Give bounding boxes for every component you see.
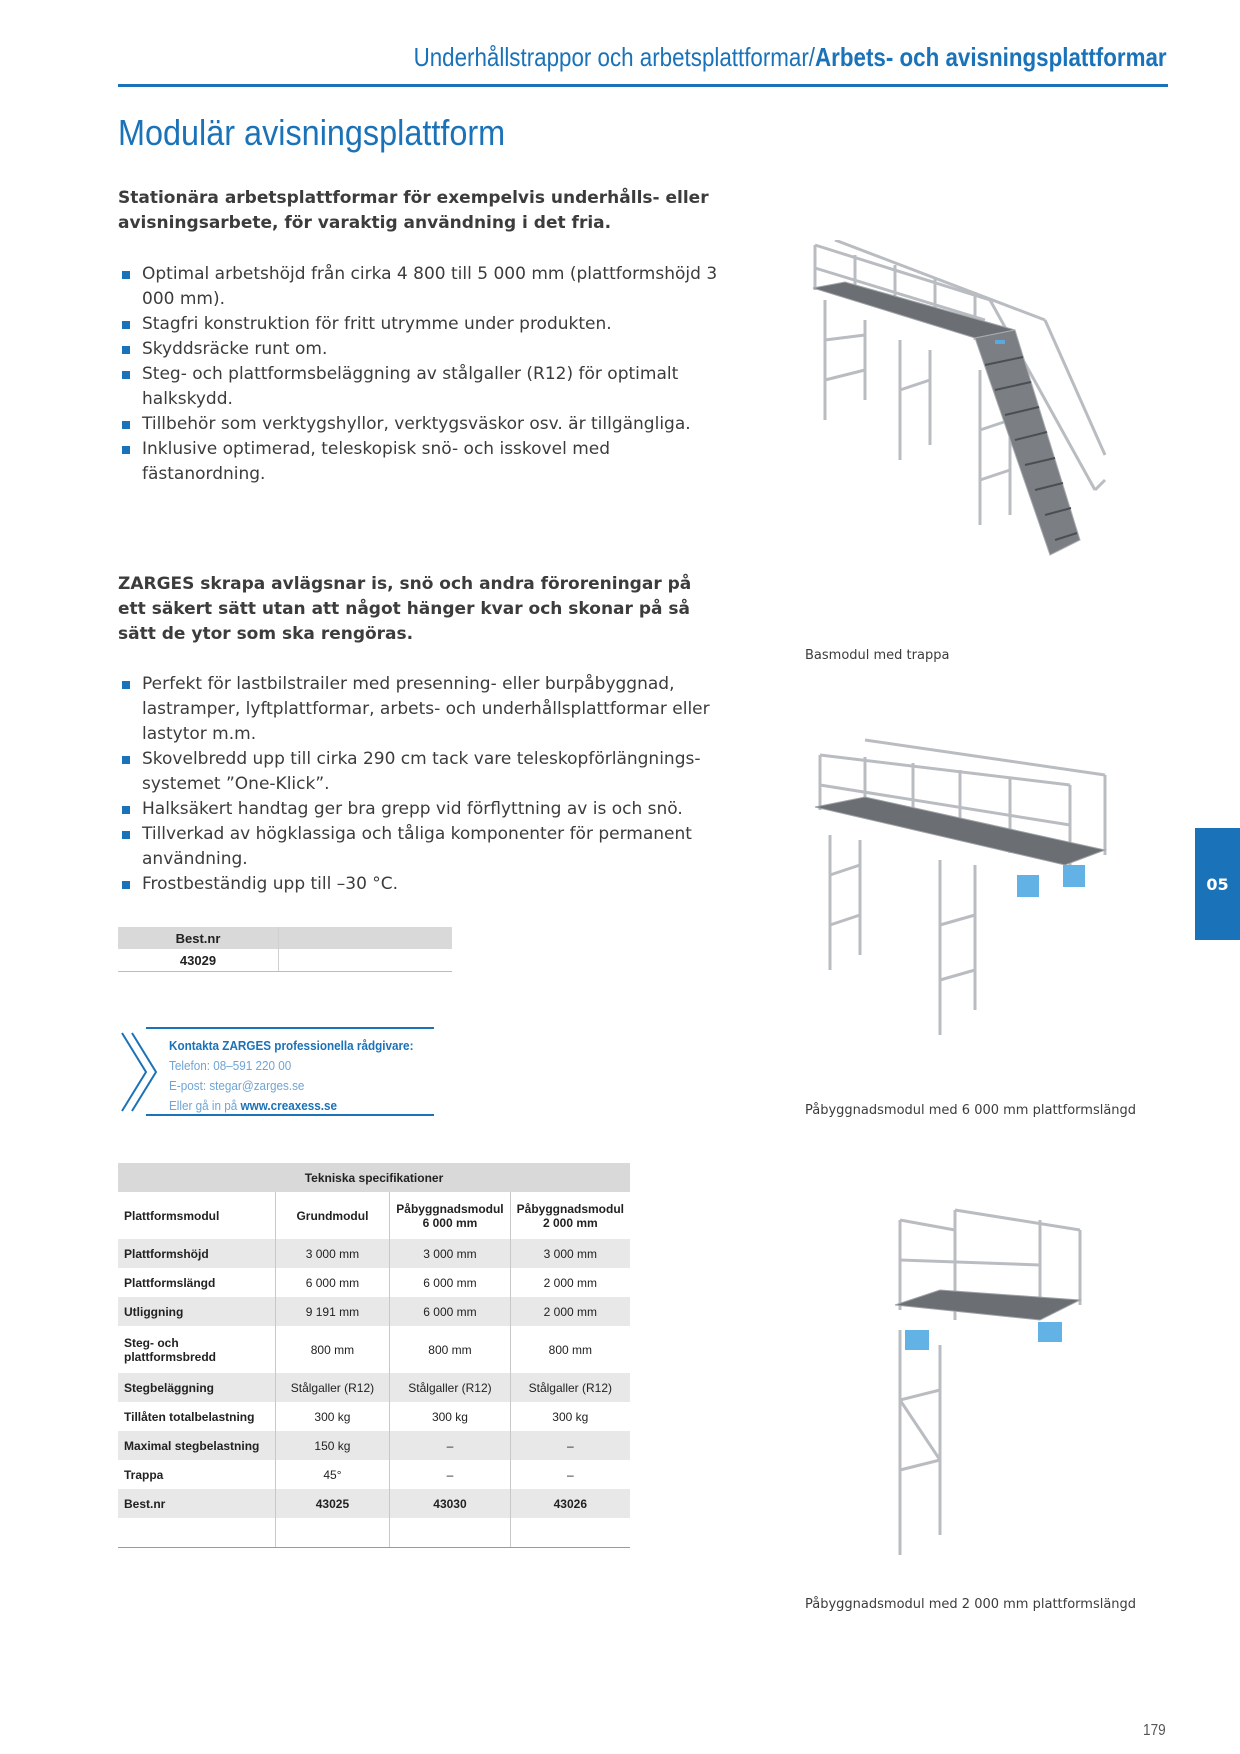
column-header: Plattformsmodul [118, 1192, 275, 1239]
intro-paragraph-1: Stationära arbetsplattformar för exempelvis underhålls- eller avisningsarbete, för varaktig användning i det fria. [118, 188, 709, 233]
table-row: Utliggning 9 191 mm 6 000 mm 2 000 mm [118, 1297, 630, 1326]
table-row: Steg- och plattformsbredd 800 mm 800 mm 800 mm [118, 1326, 630, 1373]
platform-with-stairs-image [805, 240, 1115, 620]
chapter-tab: 05 [1195, 828, 1240, 940]
double-chevron-icon [118, 1029, 160, 1115]
table-header-row [118, 1192, 630, 1239]
table-cell [279, 949, 453, 972]
contact-email[interactable]: E-post: stegar@zarges.se [169, 1078, 305, 1093]
bullet-square-icon [122, 271, 130, 279]
table-row: Tillåten totalbelastning 300 kg 300 kg 300 kg [118, 1402, 630, 1431]
bullet-square-icon [122, 421, 130, 429]
order-header-cell: Best.nr [118, 927, 279, 949]
table-row: Plattformshöjd 3 000 mm 3 000 mm 3 000 mm [118, 1239, 630, 1268]
technical-specifications-table [118, 1163, 630, 1548]
table-row [118, 927, 452, 949]
contact-bottom-rule [146, 1114, 434, 1116]
list-item: Frostbeständig upp till –30 °C. [118, 872, 718, 897]
table-cell [118, 1518, 275, 1548]
header-breadcrumb-prefix: Underhållstrappor och arbetsplattformar/ [413, 42, 816, 72]
column-header: Grundmodul [275, 1192, 390, 1239]
bullet-square-icon [122, 346, 130, 354]
list-item: Halksäkert handtag ger bra grepp vid förflyttning av is och snö. [118, 797, 718, 822]
bullet-square-icon [122, 756, 130, 764]
running-header [414, 42, 1167, 73]
list-item: Perfekt för lastbilstrailer med presenning- eller burpåbyggnad, lastramper, lyftplattformar, arbets- och underhållsplattformar eller lastytor m.m. [118, 672, 718, 747]
table-title-row [118, 1163, 630, 1192]
contact-web: Eller gå in på www.creaxess.se [169, 1098, 338, 1113]
list-item: Skovelbredd upp till cirka 290 cm tack vare teleskopförlängnings-systemet ”One-Klick”. [118, 747, 718, 797]
list-item: Tillverkad av högklassiga och tåliga komponenter för permanent användning. [118, 822, 718, 872]
table-row: Best.nr 43025 43030 43026 [118, 1489, 630, 1518]
bullet-square-icon [122, 806, 130, 814]
contact-box [118, 1023, 430, 1118]
image-caption-3: Påbyggnadsmodul med 2 000 mm plattformslängd [805, 1597, 1137, 1612]
contact-title: Kontakta ZARGES professionella rådgivare: [169, 1038, 414, 1053]
feature-list-1 [118, 262, 718, 487]
list-item: Steg- och plattformsbeläggning av stålgaller (R12) för optimalt halkskydd. [118, 362, 718, 412]
bullet-square-icon [122, 831, 130, 839]
list-item: Skyddsräcke runt om. [118, 337, 718, 362]
contact-top-rule [146, 1027, 434, 1029]
website-link[interactable]: www.creaxess.se [240, 1098, 338, 1113]
table-row [118, 949, 452, 972]
image-caption-2: Påbyggnadsmodul med 6 000 mm plattformslängd [805, 1103, 1137, 1118]
spec-table-title: Tekniska specifikationer [118, 1163, 630, 1192]
order-number-cell: 43029 [118, 949, 279, 972]
column-header: Påbyggnadsmodul 6 000 mm [390, 1192, 510, 1239]
page-number: 179 [1143, 1722, 1166, 1739]
table-row [118, 1518, 630, 1548]
list-item: Optimal arbetshöjd från cirka 4 800 till 5 000 mm (plattformshöjd 3 000 mm). [118, 262, 718, 312]
table-row: Maximal stegbelastning 150 kg – – [118, 1431, 630, 1460]
bullet-square-icon [122, 321, 130, 329]
table-cell [279, 927, 453, 949]
feature-list-2 [118, 672, 718, 897]
list-item: Tillbehör som verktygshyllor, verktygsväskor osv. är tillgängliga. [118, 412, 718, 437]
bullet-square-icon [122, 371, 130, 379]
table-cell [510, 1518, 630, 1548]
platform-module-6000-image [805, 735, 1115, 1040]
page-title: Modulär avisningsplattform [118, 112, 506, 153]
order-number-table [118, 927, 452, 972]
table-row: Trappa 45° – – [118, 1460, 630, 1489]
intro-paragraph-2: ZARGES skrapa avlägsnar is, snö och andra föroreningar på ett säkert sätt utan att något hänger kvar och skonar på så sätt de ytor som ska rengöras. [118, 574, 692, 644]
header-divider [118, 84, 1168, 87]
header-breadcrumb-current: Arbets- och avisningsplattformar [815, 42, 1167, 72]
table-cell [275, 1518, 390, 1548]
table-row: Stegbeläggning Stålgaller (R12) Stålgaller (R12) Stålgaller (R12) [118, 1373, 630, 1402]
bullet-square-icon [122, 681, 130, 689]
list-item: Inklusive optimerad, teleskopisk snö- och isskovel med fästanordning. [118, 437, 718, 487]
platform-module-2000-image [880, 1200, 1100, 1560]
image-caption-1: Basmodul med trappa [805, 648, 950, 663]
table-cell [390, 1518, 510, 1548]
bullet-square-icon [122, 446, 130, 454]
contact-phone: Telefon: 08–591 220 00 [169, 1058, 292, 1073]
table-row: Plattformslängd 6 000 mm 6 000 mm 2 000 mm [118, 1268, 630, 1297]
bullet-square-icon [122, 881, 130, 889]
column-header: Påbyggnadsmodul 2 000 mm [516, 1201, 624, 1230]
list-item: Stagfri konstruktion för fritt utrymme under produkten. [118, 312, 718, 337]
contact-text [169, 1036, 413, 1116]
